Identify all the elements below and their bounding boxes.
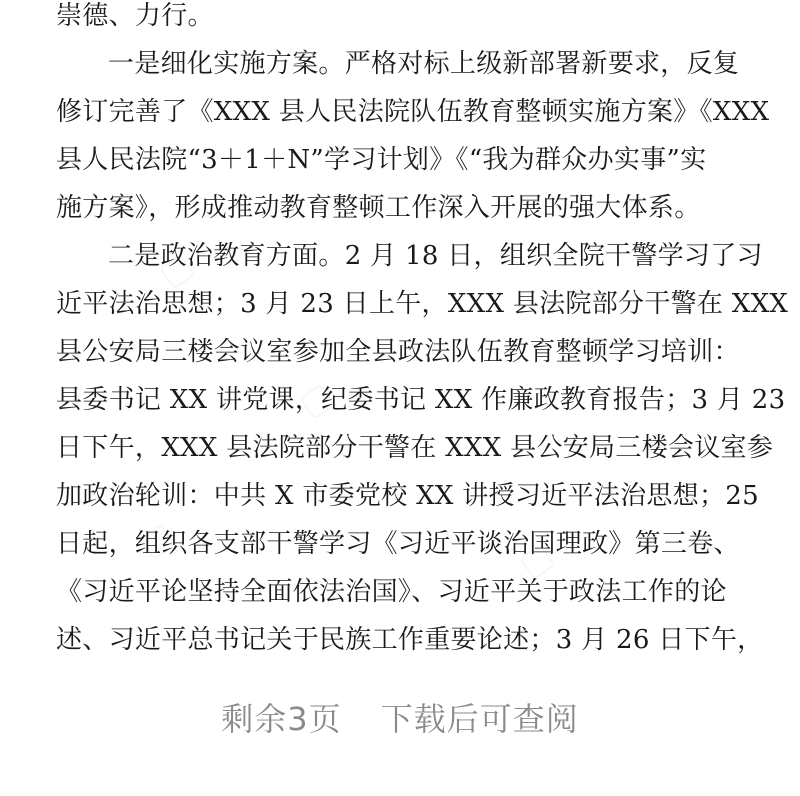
download-prompt[interactable] [0, 694, 800, 740]
paragraph-line: 县公安局三楼会议室参加全县政法队伍教育整顿学习培训： [56, 337, 740, 367]
paragraph-line: 述、习近平总书记关于民族工作重要论述；3 月 26 日下午， [56, 625, 764, 655]
paragraph-line: 加政治轮训：中共 X 市委党校 XX 讲授习近平法治思想；25 [56, 481, 759, 511]
paragraph-line: 县人民法院“3＋1＋N”学习计划》《“我为群众办实事”实 [56, 145, 707, 175]
remaining-pages-label: 剩余3页 [221, 700, 342, 738]
paragraph-line: 一是细化实施方案。严格对标上级新部署新要求，反复 [108, 49, 740, 79]
paragraph-line: 近平法治思想；3 月 23 日上午，XXX 县法院部分干警在 XXX [56, 289, 789, 319]
paragraph-line: 二是政治教育方面。2 月 18 日，组织全院干警学习了习 [108, 241, 763, 271]
paragraph-line: 崇德、力行。 [56, 1, 214, 31]
paragraph-line: 修订完善了《XXX 县人民法院队伍教育整顿实施方案》《XXX [56, 97, 770, 127]
download-hint-label: 下载后可查阅 [380, 700, 579, 738]
paragraph-line: 日起，组织各支部干警学习《习近平谈治国理政》第三卷、 [56, 529, 740, 559]
paragraph-line: 施方案》，形成推动教育整顿工作深入开展的强大体系。 [56, 193, 701, 223]
paragraph-line: 日下午，XXX 县法院部分干警在 XXX 县公安局三楼会议室参 [56, 433, 774, 463]
paragraph-line: 《习近平论坚持全面依法治国》、习近平关于政法工作的论 [56, 577, 727, 607]
document-body [56, 0, 789, 664]
paragraph-line: 县委书记 XX 讲党课，纪委书记 XX 作廉政教育报告；3 月 23 [56, 385, 786, 415]
